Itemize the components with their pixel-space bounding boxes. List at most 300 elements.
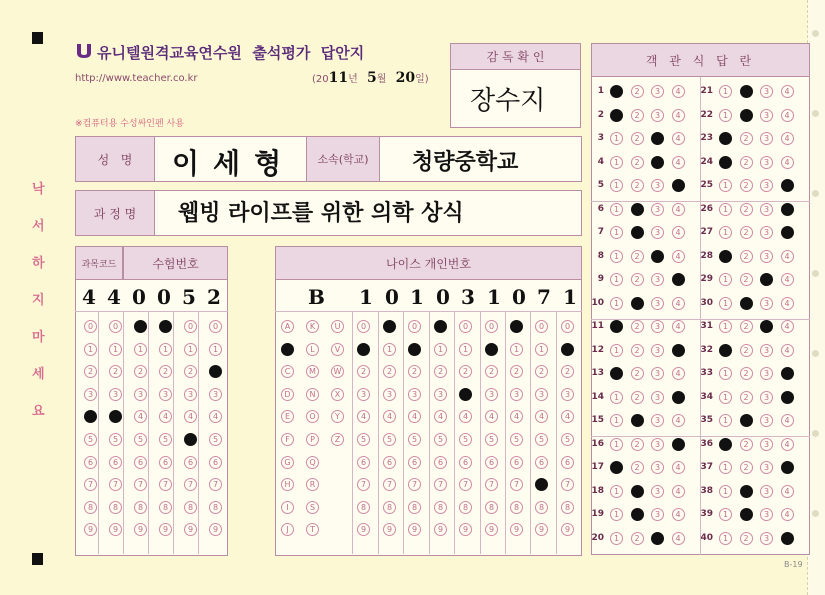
- exam-digit-bubble[interactable]: 6: [134, 456, 147, 469]
- answer-choice-bubble[interactable]: 1: [610, 485, 623, 498]
- neis-letter-bubble[interactable]: L: [306, 343, 319, 356]
- exam-digit-bubble[interactable]: 3: [159, 388, 172, 401]
- neis-digit-bubble[interactable]: 6: [408, 456, 421, 469]
- exam-digit-bubble[interactable]: [134, 320, 147, 333]
- answer-choice-bubble[interactable]: [740, 85, 753, 98]
- answer-choice-bubble[interactable]: [631, 508, 644, 521]
- answer-choice-bubble[interactable]: 2: [631, 156, 644, 169]
- neis-digit-bubble[interactable]: 0: [357, 320, 370, 333]
- exam-digit-bubble[interactable]: 7: [184, 478, 197, 491]
- neis-letter-bubble[interactable]: D: [281, 388, 294, 401]
- answer-choice-bubble[interactable]: 2: [631, 391, 644, 404]
- answer-choice-bubble[interactable]: [740, 508, 753, 521]
- answer-choice-bubble[interactable]: 4: [781, 320, 794, 333]
- exam-digit-bubble[interactable]: 1: [84, 343, 97, 356]
- answer-choice-bubble[interactable]: 4: [672, 132, 685, 145]
- neis-digit-bubble[interactable]: 7: [434, 478, 447, 491]
- answer-choice-bubble[interactable]: 3: [651, 344, 664, 357]
- neis-digit-bubble[interactable]: 6: [459, 456, 472, 469]
- neis-digit-bubble[interactable]: 7: [510, 478, 523, 491]
- neis-digit-bubble[interactable]: 1: [459, 343, 472, 356]
- neis-digit-bubble[interactable]: 5: [408, 433, 421, 446]
- answer-choice-bubble[interactable]: 3: [651, 226, 664, 239]
- exam-digit-bubble[interactable]: 9: [109, 523, 122, 536]
- neis-digit-bubble[interactable]: 4: [383, 410, 396, 423]
- neis-digit-bubble[interactable]: 9: [357, 523, 370, 536]
- answer-choice-bubble[interactable]: 3: [760, 367, 773, 380]
- answer-choice-bubble[interactable]: [672, 273, 685, 286]
- neis-digit-bubble[interactable]: 3: [561, 388, 574, 401]
- answer-choice-bubble[interactable]: 2: [631, 179, 644, 192]
- answer-choice-bubble[interactable]: 4: [672, 297, 685, 310]
- exam-digit-bubble[interactable]: 9: [184, 523, 197, 536]
- answer-choice-bubble[interactable]: 1: [719, 485, 732, 498]
- neis-digit-bubble[interactable]: 3: [383, 388, 396, 401]
- answer-choice-bubble[interactable]: [781, 391, 794, 404]
- exam-digit-bubble[interactable]: 5: [109, 433, 122, 446]
- answer-choice-bubble[interactable]: 2: [631, 532, 644, 545]
- answer-choice-bubble[interactable]: 1: [719, 414, 732, 427]
- answer-choice-bubble[interactable]: 1: [610, 250, 623, 263]
- neis-digit-bubble[interactable]: 7: [408, 478, 421, 491]
- answer-choice-bubble[interactable]: [781, 226, 794, 239]
- neis-letter-bubble[interactable]: T: [306, 523, 319, 536]
- answer-choice-bubble[interactable]: [740, 297, 753, 310]
- answer-choice-bubble[interactable]: 2: [631, 320, 644, 333]
- answer-choice-bubble[interactable]: 2: [631, 109, 644, 122]
- exam-digit-bubble[interactable]: 9: [84, 523, 97, 536]
- answer-choice-bubble[interactable]: 1: [610, 391, 623, 404]
- neis-digit-bubble[interactable]: 7: [485, 478, 498, 491]
- answer-choice-bubble[interactable]: [610, 461, 623, 474]
- neis-letter-bubble[interactable]: A: [281, 320, 294, 333]
- neis-digit-bubble[interactable]: 9: [535, 523, 548, 536]
- answer-choice-bubble[interactable]: 2: [631, 250, 644, 263]
- answer-choice-bubble[interactable]: 4: [781, 414, 794, 427]
- answer-choice-bubble[interactable]: [631, 226, 644, 239]
- neis-digit-bubble[interactable]: 7: [383, 478, 396, 491]
- answer-choice-bubble[interactable]: 2: [631, 344, 644, 357]
- answer-choice-bubble[interactable]: 4: [672, 203, 685, 216]
- exam-digit-bubble[interactable]: 3: [84, 388, 97, 401]
- answer-choice-bubble[interactable]: 1: [610, 508, 623, 521]
- answer-choice-bubble[interactable]: [719, 156, 732, 169]
- neis-digit-bubble[interactable]: 8: [485, 501, 498, 514]
- answer-choice-bubble[interactable]: [781, 461, 794, 474]
- answer-choice-bubble[interactable]: 2: [631, 438, 644, 451]
- answer-choice-bubble[interactable]: [610, 85, 623, 98]
- neis-digit-bubble[interactable]: 2: [510, 365, 523, 378]
- neis-letter-bubble[interactable]: Z: [331, 433, 344, 446]
- exam-digit-bubble[interactable]: 0: [109, 320, 122, 333]
- answer-choice-bubble[interactable]: 2: [740, 273, 753, 286]
- exam-digit-bubble[interactable]: 7: [84, 478, 97, 491]
- neis-letter-bubble[interactable]: R: [306, 478, 319, 491]
- answer-choice-bubble[interactable]: 3: [651, 297, 664, 310]
- answer-choice-bubble[interactable]: 1: [610, 156, 623, 169]
- neis-digit-bubble[interactable]: 9: [434, 523, 447, 536]
- answer-choice-bubble[interactable]: 2: [740, 320, 753, 333]
- exam-digit-bubble[interactable]: 0: [209, 320, 222, 333]
- neis-digit-bubble[interactable]: 0: [561, 320, 574, 333]
- neis-letter-bubble[interactable]: E: [281, 410, 294, 423]
- neis-letter-bubble[interactable]: M: [306, 365, 319, 378]
- neis-digit-bubble[interactable]: 1: [535, 343, 548, 356]
- neis-digit-bubble[interactable]: 7: [561, 478, 574, 491]
- answer-choice-bubble[interactable]: 2: [740, 391, 753, 404]
- answer-choice-bubble[interactable]: [781, 203, 794, 216]
- answer-choice-bubble[interactable]: 3: [651, 367, 664, 380]
- neis-letter-bubble[interactable]: G: [281, 456, 294, 469]
- answer-choice-bubble[interactable]: 1: [719, 508, 732, 521]
- answer-choice-bubble[interactable]: 4: [672, 461, 685, 474]
- neis-digit-bubble[interactable]: 6: [561, 456, 574, 469]
- exam-digit-bubble[interactable]: 6: [84, 456, 97, 469]
- answer-choice-bubble[interactable]: 4: [672, 414, 685, 427]
- neis-digit-bubble[interactable]: 1: [510, 343, 523, 356]
- answer-choice-bubble[interactable]: 2: [740, 203, 753, 216]
- answer-choice-bubble[interactable]: 1: [610, 132, 623, 145]
- answer-choice-bubble[interactable]: [631, 485, 644, 498]
- neis-digit-bubble[interactable]: 5: [510, 433, 523, 446]
- neis-letter-bubble[interactable]: C: [281, 365, 294, 378]
- neis-digit-bubble[interactable]: [459, 388, 472, 401]
- answer-choice-bubble[interactable]: [760, 273, 773, 286]
- exam-digit-bubble[interactable]: 0: [184, 320, 197, 333]
- neis-digit-bubble[interactable]: 5: [459, 433, 472, 446]
- answer-choice-bubble[interactable]: 3: [651, 508, 664, 521]
- neis-digit-bubble[interactable]: 8: [459, 501, 472, 514]
- answer-choice-bubble[interactable]: 3: [760, 179, 773, 192]
- exam-digit-bubble[interactable]: 2: [84, 365, 97, 378]
- answer-choice-bubble[interactable]: 3: [760, 414, 773, 427]
- answer-choice-bubble[interactable]: 3: [760, 532, 773, 545]
- exam-digit-bubble[interactable]: 3: [134, 388, 147, 401]
- answer-choice-bubble[interactable]: 2: [740, 226, 753, 239]
- neis-digit-bubble[interactable]: 9: [485, 523, 498, 536]
- answer-choice-bubble[interactable]: 3: [760, 485, 773, 498]
- neis-digit-bubble[interactable]: 9: [383, 523, 396, 536]
- answer-choice-bubble[interactable]: [651, 532, 664, 545]
- exam-digit-bubble[interactable]: [184, 433, 197, 446]
- exam-digit-bubble[interactable]: 6: [184, 456, 197, 469]
- neis-digit-bubble[interactable]: 9: [459, 523, 472, 536]
- neis-letter-bubble[interactable]: Q: [306, 456, 319, 469]
- exam-digit-bubble[interactable]: 6: [159, 456, 172, 469]
- answer-choice-bubble[interactable]: 4: [781, 344, 794, 357]
- answer-choice-bubble[interactable]: [610, 320, 623, 333]
- neis-letter-bubble[interactable]: S: [306, 501, 319, 514]
- neis-digit-bubble[interactable]: 9: [408, 523, 421, 536]
- answer-choice-bubble[interactable]: 4: [672, 532, 685, 545]
- answer-choice-bubble[interactable]: 1: [719, 179, 732, 192]
- answer-choice-bubble[interactable]: 3: [651, 85, 664, 98]
- answer-choice-bubble[interactable]: 1: [719, 85, 732, 98]
- neis-digit-bubble[interactable]: 2: [535, 365, 548, 378]
- answer-choice-bubble[interactable]: [740, 414, 753, 427]
- neis-digit-bubble[interactable]: 7: [357, 478, 370, 491]
- neis-letter-bubble[interactable]: K: [306, 320, 319, 333]
- neis-digit-bubble[interactable]: 2: [434, 365, 447, 378]
- answer-choice-bubble[interactable]: 3: [651, 109, 664, 122]
- answer-choice-bubble[interactable]: 3: [760, 226, 773, 239]
- answer-choice-bubble[interactable]: [672, 344, 685, 357]
- answer-choice-bubble[interactable]: 2: [740, 179, 753, 192]
- neis-letter-bubble[interactable]: Y: [331, 410, 344, 423]
- answer-choice-bubble[interactable]: 1: [610, 344, 623, 357]
- neis-digit-bubble[interactable]: 3: [510, 388, 523, 401]
- neis-letter-bubble[interactable]: I: [281, 501, 294, 514]
- answer-choice-bubble[interactable]: [781, 179, 794, 192]
- answer-choice-bubble[interactable]: 3: [760, 438, 773, 451]
- answer-choice-bubble[interactable]: 1: [610, 203, 623, 216]
- answer-choice-bubble[interactable]: 4: [672, 109, 685, 122]
- neis-digit-bubble[interactable]: 5: [535, 433, 548, 446]
- neis-digit-bubble[interactable]: 0: [485, 320, 498, 333]
- exam-digit-bubble[interactable]: 1: [109, 343, 122, 356]
- neis-digit-bubble[interactable]: 3: [357, 388, 370, 401]
- exam-digit-bubble[interactable]: 5: [159, 433, 172, 446]
- answer-choice-bubble[interactable]: [631, 297, 644, 310]
- answer-choice-bubble[interactable]: [760, 320, 773, 333]
- neis-digit-bubble[interactable]: 6: [535, 456, 548, 469]
- answer-choice-bubble[interactable]: 2: [631, 132, 644, 145]
- answer-choice-bubble[interactable]: [781, 367, 794, 380]
- answer-choice-bubble[interactable]: 3: [651, 179, 664, 192]
- neis-digit-bubble[interactable]: 2: [383, 365, 396, 378]
- answer-choice-bubble[interactable]: 4: [781, 438, 794, 451]
- answer-choice-bubble[interactable]: 4: [672, 226, 685, 239]
- exam-digit-bubble[interactable]: 2: [109, 365, 122, 378]
- neis-letter-bubble[interactable]: X: [331, 388, 344, 401]
- answer-choice-bubble[interactable]: 3: [760, 85, 773, 98]
- neis-digit-bubble[interactable]: 2: [485, 365, 498, 378]
- neis-digit-bubble[interactable]: 1: [383, 343, 396, 356]
- neis-letter-bubble[interactable]: P: [306, 433, 319, 446]
- exam-digit-bubble[interactable]: 0: [84, 320, 97, 333]
- neis-digit-bubble[interactable]: 2: [408, 365, 421, 378]
- answer-choice-bubble[interactable]: 1: [719, 391, 732, 404]
- exam-digit-bubble[interactable]: 6: [209, 456, 222, 469]
- answer-choice-bubble[interactable]: [740, 485, 753, 498]
- neis-letter-bubble[interactable]: U: [331, 320, 344, 333]
- neis-digit-bubble[interactable]: 8: [510, 501, 523, 514]
- neis-digit-bubble[interactable]: [434, 320, 447, 333]
- neis-digit-bubble[interactable]: 4: [408, 410, 421, 423]
- neis-letter-bubble[interactable]: [281, 343, 294, 356]
- answer-choice-bubble[interactable]: 3: [760, 344, 773, 357]
- exam-digit-bubble[interactable]: 1: [134, 343, 147, 356]
- exam-digit-bubble[interactable]: 2: [134, 365, 147, 378]
- neis-digit-bubble[interactable]: 9: [561, 523, 574, 536]
- answer-choice-bubble[interactable]: 1: [719, 532, 732, 545]
- answer-choice-bubble[interactable]: 3: [760, 109, 773, 122]
- answer-choice-bubble[interactable]: 3: [651, 273, 664, 286]
- exam-digit-bubble[interactable]: 3: [184, 388, 197, 401]
- exam-digit-bubble[interactable]: 9: [134, 523, 147, 536]
- neis-digit-bubble[interactable]: 1: [434, 343, 447, 356]
- exam-digit-bubble[interactable]: 9: [159, 523, 172, 536]
- answer-choice-bubble[interactable]: 3: [760, 461, 773, 474]
- answer-choice-bubble[interactable]: 3: [760, 391, 773, 404]
- answer-choice-bubble[interactable]: 1: [719, 203, 732, 216]
- answer-choice-bubble[interactable]: 1: [719, 320, 732, 333]
- answer-choice-bubble[interactable]: [719, 132, 732, 145]
- answer-choice-bubble[interactable]: [781, 532, 794, 545]
- answer-choice-bubble[interactable]: 4: [672, 367, 685, 380]
- answer-choice-bubble[interactable]: 4: [672, 85, 685, 98]
- neis-digit-bubble[interactable]: 9: [510, 523, 523, 536]
- neis-digit-bubble[interactable]: 4: [535, 410, 548, 423]
- exam-digit-bubble[interactable]: 3: [209, 388, 222, 401]
- neis-digit-bubble[interactable]: 6: [357, 456, 370, 469]
- neis-digit-bubble[interactable]: 8: [408, 501, 421, 514]
- answer-choice-bubble[interactable]: [719, 250, 732, 263]
- answer-choice-bubble[interactable]: 2: [631, 461, 644, 474]
- answer-choice-bubble[interactable]: 4: [672, 156, 685, 169]
- answer-choice-bubble[interactable]: 4: [781, 250, 794, 263]
- neis-digit-bubble[interactable]: 8: [434, 501, 447, 514]
- answer-choice-bubble[interactable]: [610, 367, 623, 380]
- answer-choice-bubble[interactable]: 2: [740, 532, 753, 545]
- answer-choice-bubble[interactable]: 2: [631, 273, 644, 286]
- answer-choice-bubble[interactable]: 2: [740, 461, 753, 474]
- neis-digit-bubble[interactable]: 5: [383, 433, 396, 446]
- exam-digit-bubble[interactable]: 4: [184, 410, 197, 423]
- neis-letter-bubble[interactable]: V: [331, 343, 344, 356]
- answer-choice-bubble[interactable]: 1: [610, 438, 623, 451]
- neis-digit-bubble[interactable]: 6: [383, 456, 396, 469]
- answer-choice-bubble[interactable]: 1: [610, 414, 623, 427]
- answer-choice-bubble[interactable]: 4: [781, 109, 794, 122]
- answer-choice-bubble[interactable]: 1: [719, 109, 732, 122]
- answer-choice-bubble[interactable]: 4: [781, 485, 794, 498]
- exam-digit-bubble[interactable]: 5: [84, 433, 97, 446]
- exam-digit-bubble[interactable]: 8: [184, 501, 197, 514]
- neis-digit-bubble[interactable]: 5: [434, 433, 447, 446]
- exam-digit-bubble[interactable]: 2: [184, 365, 197, 378]
- exam-digit-bubble[interactable]: 8: [109, 501, 122, 514]
- answer-choice-bubble[interactable]: [719, 344, 732, 357]
- answer-choice-bubble[interactable]: [719, 438, 732, 451]
- answer-choice-bubble[interactable]: 4: [781, 508, 794, 521]
- answer-choice-bubble[interactable]: 1: [719, 461, 732, 474]
- answer-choice-bubble[interactable]: 2: [740, 132, 753, 145]
- neis-digit-bubble[interactable]: 8: [561, 501, 574, 514]
- answer-choice-bubble[interactable]: [672, 179, 685, 192]
- answer-choice-bubble[interactable]: [672, 391, 685, 404]
- exam-digit-bubble[interactable]: 1: [159, 343, 172, 356]
- answer-choice-bubble[interactable]: 2: [740, 367, 753, 380]
- answer-choice-bubble[interactable]: 4: [672, 320, 685, 333]
- answer-choice-bubble[interactable]: 4: [672, 485, 685, 498]
- answer-choice-bubble[interactable]: 2: [740, 156, 753, 169]
- neis-digit-bubble[interactable]: 0: [408, 320, 421, 333]
- answer-choice-bubble[interactable]: 4: [781, 156, 794, 169]
- answer-choice-bubble[interactable]: 3: [760, 203, 773, 216]
- exam-digit-bubble[interactable]: 2: [159, 365, 172, 378]
- answer-choice-bubble[interactable]: [651, 156, 664, 169]
- answer-choice-bubble[interactable]: 3: [760, 250, 773, 263]
- exam-digit-bubble[interactable]: 7: [209, 478, 222, 491]
- answer-choice-bubble[interactable]: 3: [651, 414, 664, 427]
- neis-digit-bubble[interactable]: 5: [357, 433, 370, 446]
- answer-choice-bubble[interactable]: [672, 438, 685, 451]
- answer-choice-bubble[interactable]: 1: [719, 273, 732, 286]
- answer-choice-bubble[interactable]: 1: [719, 367, 732, 380]
- answer-choice-bubble[interactable]: 2: [740, 344, 753, 357]
- exam-digit-bubble[interactable]: 4: [159, 410, 172, 423]
- answer-choice-bubble[interactable]: [631, 414, 644, 427]
- neis-digit-bubble[interactable]: 6: [434, 456, 447, 469]
- neis-digit-bubble[interactable]: 8: [383, 501, 396, 514]
- neis-digit-bubble[interactable]: 5: [485, 433, 498, 446]
- neis-digit-bubble[interactable]: 3: [434, 388, 447, 401]
- neis-digit-bubble[interactable]: 8: [535, 501, 548, 514]
- exam-digit-bubble[interactable]: 5: [209, 433, 222, 446]
- answer-choice-bubble[interactable]: 4: [781, 132, 794, 145]
- answer-choice-bubble[interactable]: 1: [719, 226, 732, 239]
- answer-choice-bubble[interactable]: 3: [651, 485, 664, 498]
- answer-choice-bubble[interactable]: 3: [651, 461, 664, 474]
- neis-digit-bubble[interactable]: 2: [459, 365, 472, 378]
- answer-choice-bubble[interactable]: 4: [781, 297, 794, 310]
- neis-letter-bubble[interactable]: W: [331, 365, 344, 378]
- answer-choice-bubble[interactable]: [651, 132, 664, 145]
- neis-digit-bubble[interactable]: [485, 343, 498, 356]
- neis-digit-bubble[interactable]: 2: [357, 365, 370, 378]
- neis-digit-bubble[interactable]: 8: [357, 501, 370, 514]
- answer-choice-bubble[interactable]: 3: [651, 438, 664, 451]
- answer-choice-bubble[interactable]: 3: [651, 203, 664, 216]
- answer-choice-bubble[interactable]: 3: [760, 156, 773, 169]
- answer-choice-bubble[interactable]: 2: [740, 250, 753, 263]
- neis-digit-bubble[interactable]: 4: [357, 410, 370, 423]
- answer-choice-bubble[interactable]: 2: [631, 367, 644, 380]
- exam-digit-bubble[interactable]: 8: [134, 501, 147, 514]
- exam-digit-bubble[interactable]: 5: [134, 433, 147, 446]
- exam-digit-bubble[interactable]: 4: [134, 410, 147, 423]
- neis-letter-bubble[interactable]: H: [281, 478, 294, 491]
- answer-choice-bubble[interactable]: 1: [610, 226, 623, 239]
- neis-digit-bubble[interactable]: [408, 343, 421, 356]
- answer-choice-bubble[interactable]: 1: [610, 532, 623, 545]
- neis-letter-bubble[interactable]: J: [281, 523, 294, 536]
- neis-digit-bubble[interactable]: 4: [459, 410, 472, 423]
- exam-digit-bubble[interactable]: 6: [109, 456, 122, 469]
- answer-choice-bubble[interactable]: 3: [760, 297, 773, 310]
- neis-digit-bubble[interactable]: 4: [561, 410, 574, 423]
- answer-choice-bubble[interactable]: 3: [651, 320, 664, 333]
- neis-digit-bubble[interactable]: 3: [535, 388, 548, 401]
- neis-digit-bubble[interactable]: 4: [434, 410, 447, 423]
- answer-choice-bubble[interactable]: 3: [760, 132, 773, 145]
- answer-choice-bubble[interactable]: 4: [781, 85, 794, 98]
- neis-digit-bubble[interactable]: 5: [561, 433, 574, 446]
- answer-choice-bubble[interactable]: [631, 203, 644, 216]
- neis-digit-bubble[interactable]: [383, 320, 396, 333]
- neis-digit-bubble[interactable]: 4: [485, 410, 498, 423]
- exam-digit-bubble[interactable]: 4: [209, 410, 222, 423]
- exam-digit-bubble[interactable]: 1: [184, 343, 197, 356]
- neis-letter-bubble[interactable]: O: [306, 410, 319, 423]
- neis-digit-bubble[interactable]: 3: [408, 388, 421, 401]
- answer-choice-bubble[interactable]: 2: [631, 85, 644, 98]
- answer-choice-bubble[interactable]: 2: [740, 438, 753, 451]
- neis-digit-bubble[interactable]: [561, 343, 574, 356]
- neis-digit-bubble[interactable]: 6: [510, 456, 523, 469]
- exam-digit-bubble[interactable]: 9: [209, 523, 222, 536]
